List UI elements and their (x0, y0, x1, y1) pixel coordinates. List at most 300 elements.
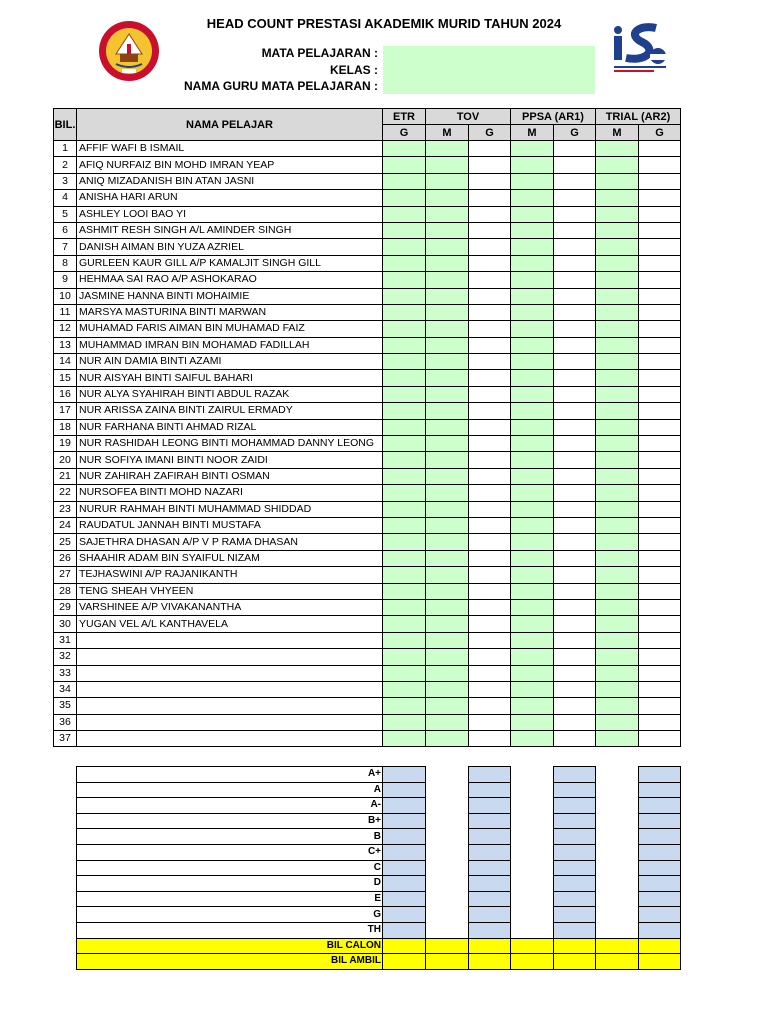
grade-cell[interactable] (426, 304, 469, 320)
student-name-cell[interactable] (77, 681, 383, 697)
grade-cell[interactable] (596, 206, 639, 222)
grade-cell[interactable] (639, 304, 681, 320)
grade-cell[interactable] (554, 304, 596, 320)
summary-count-cell[interactable] (383, 829, 426, 845)
grade-cell[interactable] (426, 190, 469, 206)
grade-cell[interactable] (511, 239, 554, 255)
grade-cell[interactable] (596, 550, 639, 566)
grade-cell[interactable] (639, 370, 681, 386)
student-name-cell[interactable]: GURLEEN KAUR GILL A/P KAMALJIT SINGH GILL (77, 255, 383, 271)
grade-cell[interactable] (554, 567, 596, 583)
grade-cell[interactable] (639, 632, 681, 648)
summary-count-cell[interactable] (469, 860, 511, 876)
summary-count-cell[interactable] (383, 907, 426, 923)
summary-count-cell[interactable] (596, 844, 639, 860)
grade-cell[interactable] (426, 698, 469, 714)
grade-cell[interactable] (596, 665, 639, 681)
grade-cell[interactable] (469, 501, 511, 517)
grade-cell[interactable] (383, 567, 426, 583)
grade-cell[interactable] (554, 501, 596, 517)
grade-cell[interactable] (383, 485, 426, 501)
grade-cell[interactable] (639, 157, 681, 173)
grade-cell[interactable] (639, 517, 681, 533)
grade-cell[interactable] (383, 517, 426, 533)
grade-cell[interactable] (469, 239, 511, 255)
summary-count-cell[interactable] (511, 844, 554, 860)
summary-count-cell[interactable] (511, 922, 554, 938)
grade-cell[interactable] (469, 599, 511, 615)
grade-cell[interactable] (469, 698, 511, 714)
grade-cell[interactable] (554, 436, 596, 452)
summary-count-cell[interactable] (469, 844, 511, 860)
grade-cell[interactable] (511, 222, 554, 238)
summary-count-cell[interactable] (511, 798, 554, 814)
grade-cell[interactable] (639, 616, 681, 632)
grade-cell[interactable] (511, 141, 554, 157)
summary-count-cell[interactable] (511, 907, 554, 923)
summary-count-cell[interactable] (469, 767, 511, 783)
grade-cell[interactable] (511, 681, 554, 697)
grade-cell[interactable] (554, 583, 596, 599)
grade-cell[interactable] (469, 731, 511, 747)
grade-cell[interactable] (383, 468, 426, 484)
grade-cell[interactable] (511, 436, 554, 452)
grade-cell[interactable] (596, 583, 639, 599)
grade-cell[interactable] (511, 419, 554, 435)
summary-count-cell[interactable] (639, 829, 681, 845)
grade-cell[interactable] (383, 255, 426, 271)
summary-count-cell[interactable] (639, 813, 681, 829)
summary-count-cell[interactable] (596, 876, 639, 892)
summary-count-cell[interactable] (511, 767, 554, 783)
grade-cell[interactable] (469, 452, 511, 468)
summary-count-cell[interactable] (426, 907, 469, 923)
grade-cell[interactable] (426, 403, 469, 419)
grade-cell[interactable] (511, 321, 554, 337)
grade-cell[interactable] (596, 141, 639, 157)
grade-cell[interactable] (469, 337, 511, 353)
grade-cell[interactable] (426, 173, 469, 189)
student-name-cell[interactable]: ANISHA HARI ARUN (77, 190, 383, 206)
summary-count-cell[interactable] (511, 876, 554, 892)
summary-count-cell[interactable] (469, 829, 511, 845)
grade-cell[interactable] (469, 550, 511, 566)
grade-cell[interactable] (554, 173, 596, 189)
grade-cell[interactable] (639, 321, 681, 337)
grade-cell[interactable] (383, 173, 426, 189)
summary-count-cell[interactable] (596, 829, 639, 845)
grade-cell[interactable] (383, 321, 426, 337)
grade-cell[interactable] (639, 583, 681, 599)
student-name-cell[interactable] (77, 731, 383, 747)
grade-cell[interactable] (511, 337, 554, 353)
grade-cell[interactable] (639, 239, 681, 255)
summary-count-cell[interactable] (554, 844, 596, 860)
grade-cell[interactable] (469, 403, 511, 419)
grade-cell[interactable] (554, 649, 596, 665)
summary-count-cell[interactable] (554, 782, 596, 798)
grade-cell[interactable] (469, 665, 511, 681)
grade-cell[interactable] (383, 272, 426, 288)
grade-cell[interactable] (554, 157, 596, 173)
grade-cell[interactable] (511, 731, 554, 747)
summary-count-cell[interactable] (426, 938, 469, 954)
grade-cell[interactable] (554, 190, 596, 206)
grade-cell[interactable] (469, 649, 511, 665)
grade-cell[interactable] (639, 141, 681, 157)
grade-cell[interactable] (639, 665, 681, 681)
student-name-cell[interactable]: NUR FARHANA BINTI AHMAD RIZAL (77, 419, 383, 435)
grade-cell[interactable] (383, 157, 426, 173)
grade-cell[interactable] (554, 255, 596, 271)
summary-count-cell[interactable] (596, 767, 639, 783)
summary-count-cell[interactable] (639, 891, 681, 907)
grade-cell[interactable] (511, 157, 554, 173)
grade-cell[interactable] (511, 173, 554, 189)
student-name-cell[interactable] (77, 665, 383, 681)
summary-count-cell[interactable] (596, 922, 639, 938)
grade-cell[interactable] (639, 190, 681, 206)
grade-cell[interactable] (469, 567, 511, 583)
grade-cell[interactable] (639, 436, 681, 452)
grade-cell[interactable] (383, 190, 426, 206)
grade-cell[interactable] (426, 255, 469, 271)
summary-count-cell[interactable] (639, 860, 681, 876)
student-name-cell[interactable]: HEHMAA SAI RAO A/P ASHOKARAO (77, 272, 383, 288)
grade-cell[interactable] (596, 419, 639, 435)
grade-cell[interactable] (383, 386, 426, 402)
summary-count-cell[interactable] (469, 798, 511, 814)
grade-cell[interactable] (639, 452, 681, 468)
grade-cell[interactable] (639, 173, 681, 189)
grade-cell[interactable] (426, 288, 469, 304)
grade-cell[interactable] (596, 534, 639, 550)
grade-cell[interactable] (554, 239, 596, 255)
grade-cell[interactable] (596, 517, 639, 533)
grade-cell[interactable] (469, 370, 511, 386)
grade-cell[interactable] (554, 141, 596, 157)
grade-cell[interactable] (596, 616, 639, 632)
grade-cell[interactable] (511, 468, 554, 484)
grade-cell[interactable] (383, 239, 426, 255)
summary-count-cell[interactable] (383, 767, 426, 783)
grade-cell[interactable] (469, 157, 511, 173)
grade-cell[interactable] (426, 714, 469, 730)
grade-cell[interactable] (469, 190, 511, 206)
summary-count-cell[interactable] (511, 829, 554, 845)
grade-cell[interactable] (554, 419, 596, 435)
grade-cell[interactable] (426, 599, 469, 615)
grade-cell[interactable] (469, 272, 511, 288)
summary-count-cell[interactable] (383, 782, 426, 798)
summary-count-cell[interactable] (469, 922, 511, 938)
grade-cell[interactable] (639, 485, 681, 501)
grade-cell[interactable] (596, 436, 639, 452)
summary-count-cell[interactable] (554, 813, 596, 829)
grade-cell[interactable] (596, 370, 639, 386)
student-name-cell[interactable] (77, 632, 383, 648)
grade-cell[interactable] (426, 468, 469, 484)
summary-count-cell[interactable] (596, 938, 639, 954)
grade-cell[interactable] (511, 272, 554, 288)
grade-cell[interactable] (426, 239, 469, 255)
grade-cell[interactable] (383, 599, 426, 615)
grade-cell[interactable] (426, 206, 469, 222)
summary-count-cell[interactable] (554, 829, 596, 845)
grade-cell[interactable] (596, 288, 639, 304)
grade-cell[interactable] (383, 452, 426, 468)
grade-cell[interactable] (596, 681, 639, 697)
student-name-cell[interactable]: RAUDATUL JANNAH BINTI MUSTAFA (77, 517, 383, 533)
grade-cell[interactable] (426, 534, 469, 550)
student-name-cell[interactable]: NUR RASHIDAH LEONG BINTI MOHAMMAD DANNY LEONG (77, 436, 383, 452)
grade-cell[interactable] (426, 354, 469, 370)
student-name-cell[interactable]: MUHAMMAD IMRAN BIN MOHAMAD FADILLAH (77, 337, 383, 353)
grade-cell[interactable] (596, 698, 639, 714)
grade-cell[interactable] (469, 583, 511, 599)
grade-cell[interactable] (639, 599, 681, 615)
summary-count-cell[interactable] (383, 813, 426, 829)
grade-cell[interactable] (469, 534, 511, 550)
grade-cell[interactable] (596, 731, 639, 747)
student-name-cell[interactable]: YUGAN VEL A/L KANTHAVELA (77, 616, 383, 632)
summary-count-cell[interactable] (639, 907, 681, 923)
grade-cell[interactable] (554, 337, 596, 353)
student-name-cell[interactable]: JASMINE HANNA BINTI MOHAIMIE (77, 288, 383, 304)
grade-cell[interactable] (469, 485, 511, 501)
grade-cell[interactable] (554, 698, 596, 714)
grade-cell[interactable] (426, 485, 469, 501)
summary-count-cell[interactable] (554, 954, 596, 970)
grade-cell[interactable] (511, 354, 554, 370)
student-name-cell[interactable]: NUR ALYA SYAHIRAH BINTI ABDUL RAZAK (77, 386, 383, 402)
grade-cell[interactable] (554, 468, 596, 484)
grade-cell[interactable] (426, 272, 469, 288)
grade-cell[interactable] (426, 419, 469, 435)
grade-cell[interactable] (639, 501, 681, 517)
grade-cell[interactable] (511, 665, 554, 681)
grade-cell[interactable] (426, 436, 469, 452)
grade-cell[interactable] (511, 599, 554, 615)
grade-cell[interactable] (639, 272, 681, 288)
student-name-cell[interactable]: SHAAHIR ADAM BIN SYAIFUL NIZAM (77, 550, 383, 566)
student-name-cell[interactable]: MARSYA MASTURINA BINTI MARWAN (77, 304, 383, 320)
grade-cell[interactable] (596, 485, 639, 501)
grade-cell[interactable] (426, 337, 469, 353)
grade-cell[interactable] (554, 550, 596, 566)
student-name-cell[interactable]: NURSOFEA BINTI MOHD NAZARI (77, 485, 383, 501)
summary-count-cell[interactable] (469, 954, 511, 970)
grade-cell[interactable] (596, 190, 639, 206)
grade-cell[interactable] (596, 239, 639, 255)
summary-count-cell[interactable] (511, 813, 554, 829)
grade-cell[interactable] (469, 632, 511, 648)
grade-cell[interactable] (426, 157, 469, 173)
grade-cell[interactable] (554, 714, 596, 730)
grade-cell[interactable] (554, 517, 596, 533)
grade-cell[interactable] (511, 649, 554, 665)
grade-cell[interactable] (596, 649, 639, 665)
grade-cell[interactable] (511, 403, 554, 419)
grade-cell[interactable] (639, 731, 681, 747)
summary-count-cell[interactable] (426, 767, 469, 783)
summary-count-cell[interactable] (554, 922, 596, 938)
grade-cell[interactable] (469, 288, 511, 304)
summary-count-cell[interactable] (596, 813, 639, 829)
summary-count-cell[interactable] (426, 954, 469, 970)
grade-cell[interactable] (383, 632, 426, 648)
grade-cell[interactable] (554, 272, 596, 288)
summary-count-cell[interactable] (426, 876, 469, 892)
grade-cell[interactable] (383, 403, 426, 419)
student-name-cell[interactable] (77, 649, 383, 665)
grade-cell[interactable] (596, 255, 639, 271)
summary-count-cell[interactable] (554, 767, 596, 783)
summary-count-cell[interactable] (383, 844, 426, 860)
grade-cell[interactable] (596, 501, 639, 517)
grade-cell[interactable] (511, 452, 554, 468)
summary-count-cell[interactable] (596, 782, 639, 798)
grade-cell[interactable] (469, 304, 511, 320)
grade-cell[interactable] (596, 157, 639, 173)
student-name-cell[interactable]: ASHMIT RESH SINGH A/L AMINDER SINGH (77, 222, 383, 238)
grade-cell[interactable] (426, 452, 469, 468)
grade-cell[interactable] (383, 354, 426, 370)
summary-count-cell[interactable] (426, 829, 469, 845)
grade-cell[interactable] (469, 714, 511, 730)
grade-cell[interactable] (469, 255, 511, 271)
grade-cell[interactable] (383, 681, 426, 697)
summary-count-cell[interactable] (511, 860, 554, 876)
grade-cell[interactable] (426, 665, 469, 681)
summary-count-cell[interactable] (596, 891, 639, 907)
grade-cell[interactable] (383, 206, 426, 222)
grade-cell[interactable] (469, 517, 511, 533)
summary-count-cell[interactable] (639, 922, 681, 938)
summary-count-cell[interactable] (639, 954, 681, 970)
grade-cell[interactable] (469, 681, 511, 697)
grade-cell[interactable] (554, 452, 596, 468)
student-name-cell[interactable]: NUR ZAHIRAH ZAFIRAH BINTI OSMAN (77, 468, 383, 484)
summary-count-cell[interactable] (554, 876, 596, 892)
summary-count-cell[interactable] (383, 891, 426, 907)
grade-cell[interactable] (383, 436, 426, 452)
grade-cell[interactable] (639, 337, 681, 353)
summary-count-cell[interactable] (426, 813, 469, 829)
summary-count-cell[interactable] (383, 922, 426, 938)
grade-cell[interactable] (596, 354, 639, 370)
grade-cell[interactable] (383, 501, 426, 517)
grade-cell[interactable] (469, 386, 511, 402)
grade-cell[interactable] (554, 681, 596, 697)
grade-cell[interactable] (469, 321, 511, 337)
grade-cell[interactable] (383, 337, 426, 353)
summary-count-cell[interactable] (383, 954, 426, 970)
grade-cell[interactable] (511, 206, 554, 222)
summary-count-cell[interactable] (639, 798, 681, 814)
student-name-cell[interactable]: ASHLEY LOOI BAO YI (77, 206, 383, 222)
grade-cell[interactable] (426, 616, 469, 632)
grade-cell[interactable] (639, 468, 681, 484)
student-name-cell[interactable]: DANISH AIMAN BIN YUZA AZRIEL (77, 239, 383, 255)
grade-cell[interactable] (511, 534, 554, 550)
grade-cell[interactable] (426, 141, 469, 157)
grade-cell[interactable] (383, 534, 426, 550)
grade-cell[interactable] (383, 649, 426, 665)
grade-cell[interactable] (639, 403, 681, 419)
student-name-cell[interactable]: ANIQ MIZADANISH BIN ATAN JASNI (77, 173, 383, 189)
grade-cell[interactable] (554, 370, 596, 386)
grade-cell[interactable] (511, 190, 554, 206)
grade-cell[interactable] (511, 370, 554, 386)
grade-cell[interactable] (554, 599, 596, 615)
summary-count-cell[interactable] (383, 860, 426, 876)
summary-count-cell[interactable] (596, 860, 639, 876)
grade-cell[interactable] (511, 304, 554, 320)
grade-cell[interactable] (469, 141, 511, 157)
summary-count-cell[interactable] (469, 813, 511, 829)
grade-cell[interactable] (596, 452, 639, 468)
grade-cell[interactable] (639, 714, 681, 730)
grade-cell[interactable] (554, 206, 596, 222)
grade-cell[interactable] (639, 419, 681, 435)
grade-cell[interactable] (596, 304, 639, 320)
grade-cell[interactable] (511, 616, 554, 632)
grade-cell[interactable] (596, 468, 639, 484)
summary-count-cell[interactable] (596, 954, 639, 970)
summary-count-cell[interactable] (639, 938, 681, 954)
student-name-cell[interactable] (77, 698, 383, 714)
header-input-area[interactable] (383, 46, 595, 94)
summary-count-cell[interactable] (511, 938, 554, 954)
student-name-cell[interactable]: NURUR RAHMAH BINTI MUHAMMAD SHIDDAD (77, 501, 383, 517)
grade-cell[interactable] (383, 550, 426, 566)
grade-cell[interactable] (383, 583, 426, 599)
grade-cell[interactable] (426, 386, 469, 402)
grade-cell[interactable] (383, 370, 426, 386)
grade-cell[interactable] (383, 222, 426, 238)
grade-cell[interactable] (596, 599, 639, 615)
grade-cell[interactable] (639, 681, 681, 697)
grade-cell[interactable] (554, 665, 596, 681)
grade-cell[interactable] (383, 731, 426, 747)
grade-cell[interactable] (383, 288, 426, 304)
grade-cell[interactable] (511, 698, 554, 714)
grade-cell[interactable] (639, 255, 681, 271)
summary-count-cell[interactable] (469, 891, 511, 907)
summary-count-cell[interactable] (426, 860, 469, 876)
grade-cell[interactable] (469, 173, 511, 189)
student-name-cell[interactable]: MUHAMAD FARIS AIMAN BIN MUHAMAD FAIZ (77, 321, 383, 337)
grade-cell[interactable] (511, 485, 554, 501)
grade-cell[interactable] (383, 665, 426, 681)
summary-count-cell[interactable] (554, 907, 596, 923)
summary-count-cell[interactable] (511, 891, 554, 907)
grade-cell[interactable] (469, 468, 511, 484)
summary-count-cell[interactable] (426, 782, 469, 798)
grade-cell[interactable] (554, 403, 596, 419)
grade-cell[interactable] (639, 649, 681, 665)
grade-cell[interactable] (511, 517, 554, 533)
summary-count-cell[interactable] (469, 907, 511, 923)
summary-count-cell[interactable] (596, 798, 639, 814)
summary-count-cell[interactable] (554, 891, 596, 907)
grade-cell[interactable] (639, 354, 681, 370)
grade-cell[interactable] (426, 649, 469, 665)
grade-cell[interactable] (469, 206, 511, 222)
student-name-cell[interactable]: AFIQ NURFAIZ BIN MOHD IMRAN YEAP (77, 157, 383, 173)
student-name-cell[interactable] (77, 714, 383, 730)
